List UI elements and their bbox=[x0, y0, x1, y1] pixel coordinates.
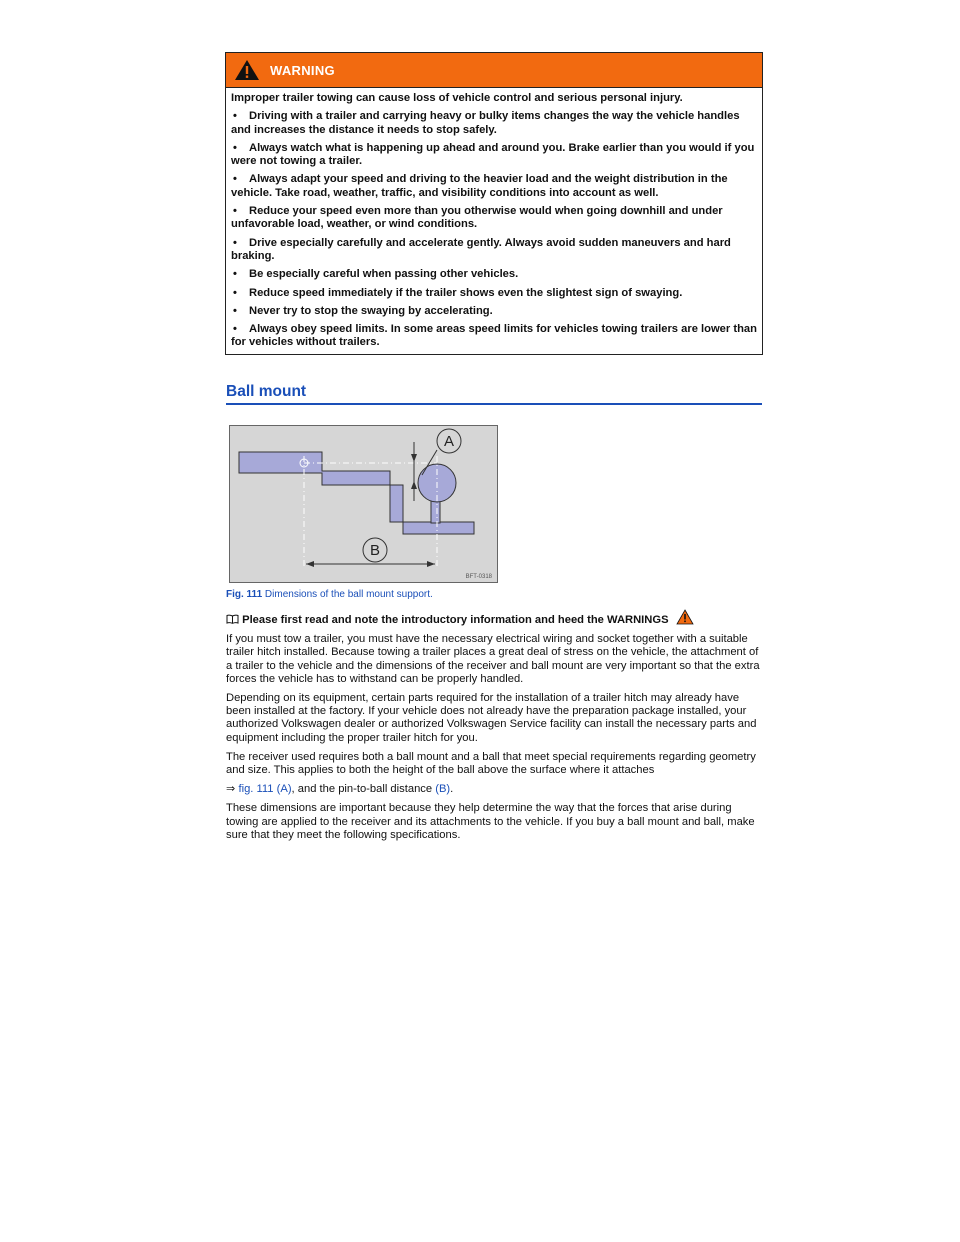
bullet: • bbox=[233, 141, 237, 154]
warning-item-text: Always watch what is happening up ahead and around you. Brake earlier than you would if you were not towing a trailer. bbox=[231, 141, 755, 168]
bullet: • bbox=[233, 173, 237, 186]
warning-item bbox=[231, 173, 758, 200]
warning-item bbox=[231, 323, 758, 350]
ref-end: . bbox=[450, 783, 454, 796]
bullet: • bbox=[233, 268, 237, 281]
warning-list bbox=[231, 110, 758, 349]
warning-lead: Improper trailer towing can cause loss of vehicle control and serious personal injury. bbox=[231, 92, 683, 104]
figure-caption-text: Dimensions of the ball mount support. bbox=[264, 589, 433, 600]
ball-mount-diagram bbox=[230, 426, 497, 582]
fig-ref-link[interactable]: fig. 111 (A) bbox=[238, 783, 292, 796]
bullet: • bbox=[233, 205, 237, 218]
paragraph-4: These dimensions are important because they help determine the way that the forces that arise during towing are applied to the receiver and its attachments to the vehicle. If you buy a ball mount and ball, make sure that they meet the following specifications. bbox=[226, 802, 755, 841]
warning-item bbox=[231, 205, 758, 232]
bullet: • bbox=[233, 286, 237, 299]
warning-item bbox=[231, 268, 758, 281]
label-a: A bbox=[443, 433, 455, 450]
paragraph-2: Depending on its equipment, certain parts required for the installation of a trailer hitch may already have been installed at the factory. If your vehicle does not already have the preparation package installed, your authorized Volkswagen dealer or authorized Volkswagen Service facility can install the necessary parts and equipment including the proper trailer hitch for you. bbox=[226, 692, 757, 744]
warning-title: WARNING bbox=[270, 62, 335, 78]
warning-item bbox=[231, 237, 758, 264]
label-b: B bbox=[369, 542, 381, 559]
bullet: • bbox=[233, 110, 237, 123]
warning-item-text: Drive especially carefully and accelerate gently. Always avoid sudden maneuvers and hard braking. bbox=[231, 236, 731, 262]
warning-item-text: Always adapt your speed and driving to the heavier load and the weight distribution in the vehicle. Take road, weather, traffic, and visibility conditions into account as well. bbox=[231, 173, 728, 199]
warning-item-text: Reduce speed immediately if the trailer shows even the slightest sign of swaying. bbox=[249, 286, 683, 299]
warning-item-text: Be especially careful when passing other vehicles. bbox=[249, 268, 519, 281]
paragraph-ref bbox=[226, 783, 762, 796]
warning-item bbox=[231, 305, 758, 318]
ball-mount-figure bbox=[229, 425, 498, 583]
intro-text: Please first read and note the introductory information and heed the WARNINGS bbox=[242, 614, 669, 626]
warning-triangle-icon bbox=[234, 59, 260, 81]
figure-caption bbox=[226, 589, 433, 600]
ref-b-link[interactable]: (B) bbox=[435, 783, 451, 796]
warning-item-text: Driving with a trailer and carrying heavy or bulky items changes the way the vehicle handles and increases the distance it needs to stop safely. bbox=[231, 110, 740, 136]
warning-item-text: Always obey speed limits. In some areas speed limits for vehicles towing trailers are lower than for vehicles without trailers. bbox=[231, 323, 757, 349]
warning-item bbox=[231, 287, 758, 300]
figure-number: Fig. 111 bbox=[226, 589, 263, 600]
ref-arrow: ⇒ bbox=[226, 783, 236, 796]
intro-line bbox=[226, 609, 762, 627]
bullet: • bbox=[233, 304, 237, 317]
bullet: • bbox=[233, 236, 237, 249]
warning-box bbox=[225, 52, 763, 355]
ref-mid-text: , and the pin-to-ball distance bbox=[291, 783, 436, 796]
warning-item-text: Reduce your speed even more than you otherwise would when going downhill and under unfavorable load, weather, or wind conditions. bbox=[231, 205, 723, 231]
warning-item-text: Never try to stop the swaying by accelerating. bbox=[249, 304, 493, 317]
book-icon bbox=[226, 614, 239, 624]
warning-header bbox=[226, 53, 762, 88]
paragraph-1: If you must tow a trailer, you must have the necessary electrical wiring and socket together with a suitable trailer hitch installed. Because towing a trailer places a great deal of stress on the vehicle, the attachment of a trailer to the vehicle and the dimensions of the receiver and ball mount are very important so that the extra forces the vehicle has to withstand can be properly handled. bbox=[226, 633, 760, 685]
warning-item bbox=[231, 142, 758, 169]
warning-item bbox=[231, 110, 758, 137]
bullet: • bbox=[233, 323, 237, 336]
figure-code: BFT-0318 bbox=[465, 574, 492, 580]
warning-body bbox=[226, 88, 762, 354]
body-text bbox=[226, 609, 762, 848]
paragraph-3: The receiver used requires both a ball mount and a ball that meet special requirements regarding geometry and size. This applies to both the height of the ball above the surface where it attaches bbox=[226, 750, 756, 777]
warning-triangle-icon[interactable] bbox=[676, 609, 694, 625]
section-title: Ball mount bbox=[226, 383, 762, 405]
